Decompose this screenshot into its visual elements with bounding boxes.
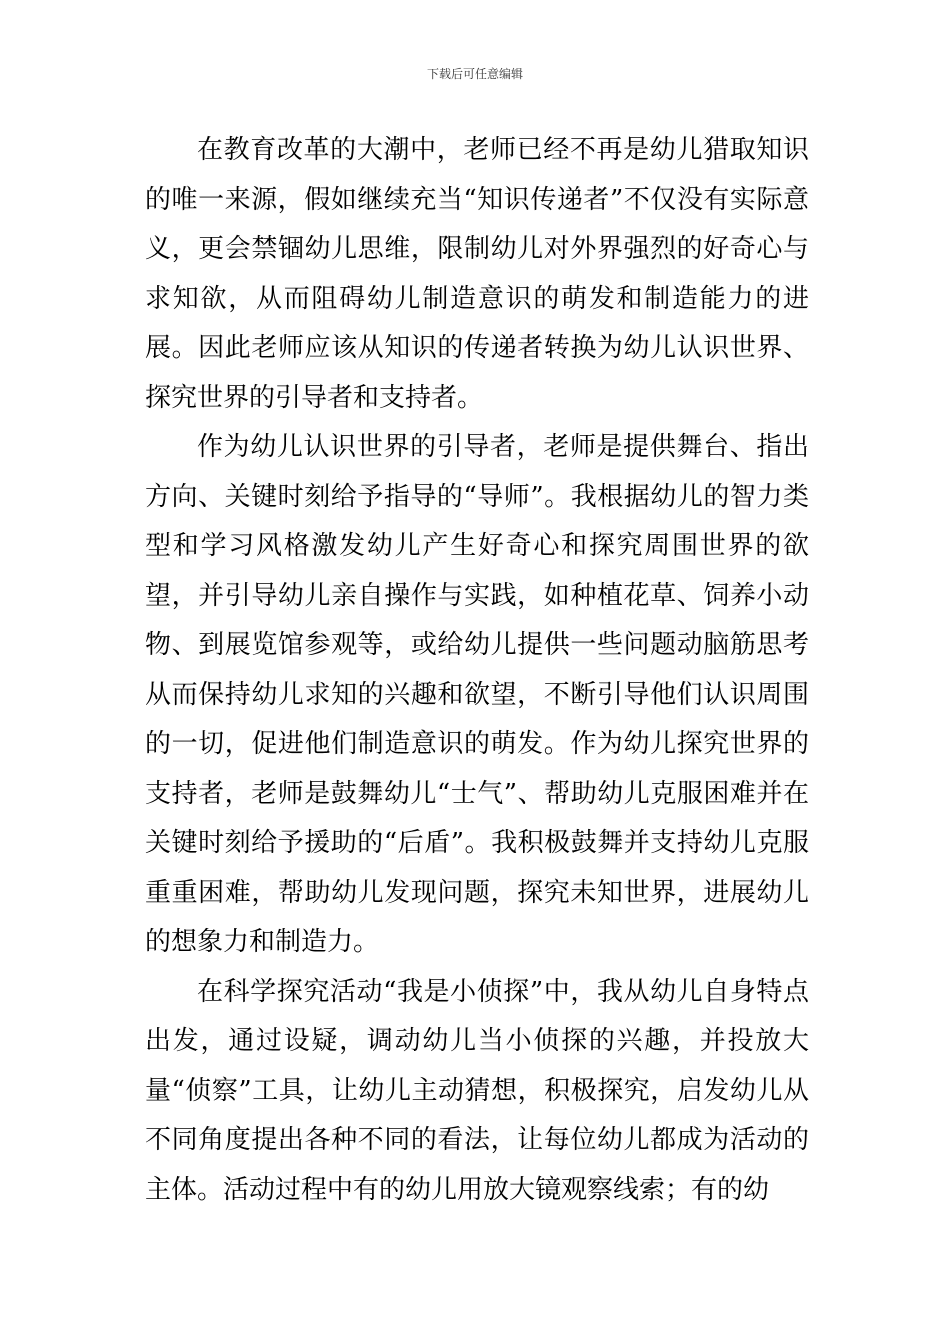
paragraph-3: 在科学探究活动“我是小侦探”中，我从幼儿自身特点出发，通过设疑，调动幼儿当小侦探的兴趣，并投放大量“侦察”工具，让幼儿主动猜想，积极探究，启发幼儿从不同角度提出各种不同的看法，让每位幼儿都成为活动的主体。活动过程中有的幼儿用放大镜观察线索；有的幼 [145,976,809,1205]
document-body [145,126,809,1215]
paragraph-1: 在教育改革的大潮中，老师已经不再是幼儿猎取知识的唯一来源，假如继续充当“知识传递者”不仅没有实际意义，更会禁锢幼儿思维，限制幼儿对外界强烈的好奇心与求知欲，从而阻碍幼儿制造意识的萌发和制造能力的进展。因此老师应该从知识的传递者转换为幼儿认识世界、探究世界的引导者和支持者。 [145,135,809,413]
page-header-note: 下载后可任意编辑 [426,67,523,81]
paragraph-2: 作为幼儿认识世界的引导者，老师是提供舞台、指出方向、关键时刻给予指导的“导师”。我根据幼儿的智力类型和学习风格激发幼儿产生好奇心和探究周围世界的欲望，并引导幼儿亲自操作与实践，如种植花草、饲养小动物、到展览馆参观等，或给幼儿提供一些问题动脑筋思考从而保持幼儿求知的兴趣和欲望，不断引导他们认识周围的一切，促进他们制造意识的萌发。作为幼儿探究世界的支持者，老师是鼓舞幼儿“士气”、帮助幼儿克服困难并在关键时刻给予援助的“后盾”。我积极鼓舞并支持幼儿克服重重困难，帮助幼儿发现问题，探究未知世界，进展幼儿的想象力和制造力。 [145,432,809,957]
